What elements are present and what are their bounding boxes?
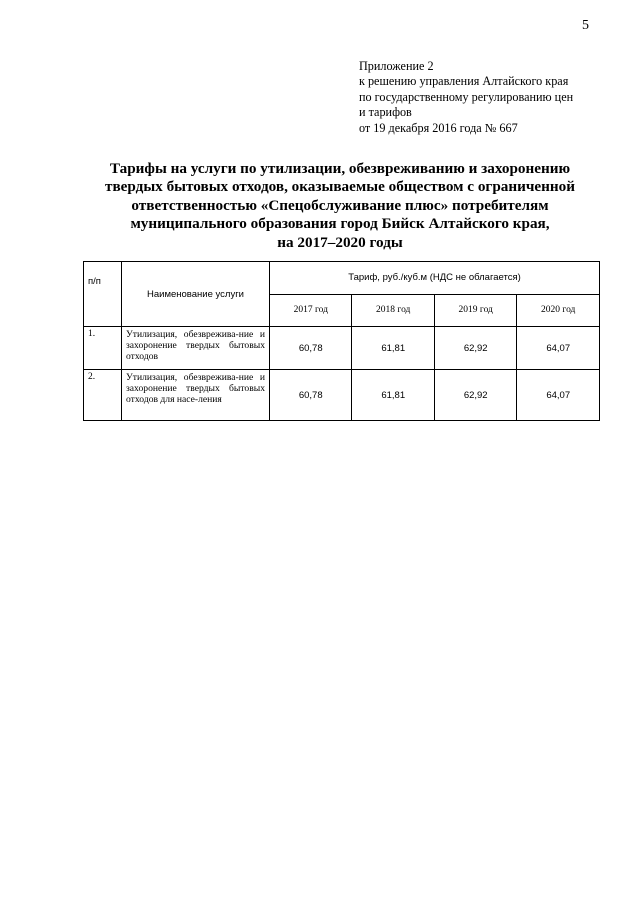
appendix-line: от 19 декабря 2016 года № 667	[359, 120, 518, 135]
table-row	[84, 327, 600, 370]
row-service-name: Утилизация, обезврежива-ние и захоронение твердых бытовых отходов	[122, 327, 270, 370]
page-number: 5	[582, 18, 589, 33]
row-value-2019: 62,92	[434, 370, 516, 421]
header-year: 2017 год	[270, 294, 352, 327]
row-value-2020: 64,07	[517, 370, 600, 421]
row-num: 2.	[84, 370, 122, 421]
row-num: 1.	[84, 327, 122, 370]
title-line: Тарифы на услуги по утилизации, обезвреживанию и захоронению	[109, 160, 571, 177]
header-num: п/п	[84, 262, 122, 327]
row-value-2017: 60,78	[270, 327, 352, 370]
table-row	[84, 370, 600, 421]
header-year: 2019 год	[434, 294, 516, 327]
appendix-header	[359, 59, 573, 136]
title-line: твердых бытовых отходов, оказываемые обществом с ограниченной	[104, 178, 576, 196]
row-value-2018: 61,81	[352, 370, 434, 421]
appendix-line: по государственному регулированию цен	[359, 89, 574, 104]
appendix-line: Приложение 2	[359, 59, 434, 73]
header-service-name: Наименование услуги	[122, 262, 270, 327]
header-year: 2018 год	[352, 294, 434, 327]
title-line: на 2017–2020 годы	[277, 233, 403, 251]
header-tariff: Тариф, руб./куб.м (НДС не облагается)	[270, 262, 600, 295]
header-year: 2020 год	[517, 294, 600, 327]
row-value-2018: 61,81	[352, 327, 434, 370]
appendix-line: к решению управления Алтайского края	[359, 74, 569, 89]
row-value-2019: 62,92	[434, 327, 516, 370]
document-title	[60, 160, 620, 252]
row-value-2017: 60,78	[270, 370, 352, 421]
tariff-table	[83, 261, 600, 421]
row-service-name: Утилизация, обезврежива-ние и захоронение твердых бытовых отходов для насе-ления	[122, 370, 270, 421]
row-value-2020: 64,07	[517, 327, 600, 370]
title-line: ответственностью «Спецобслуживание плюс» потребителям	[131, 196, 549, 214]
title-line: муниципального образования город Бийск Алтайского края,	[130, 215, 550, 233]
appendix-line: и тарифов	[359, 105, 412, 120]
